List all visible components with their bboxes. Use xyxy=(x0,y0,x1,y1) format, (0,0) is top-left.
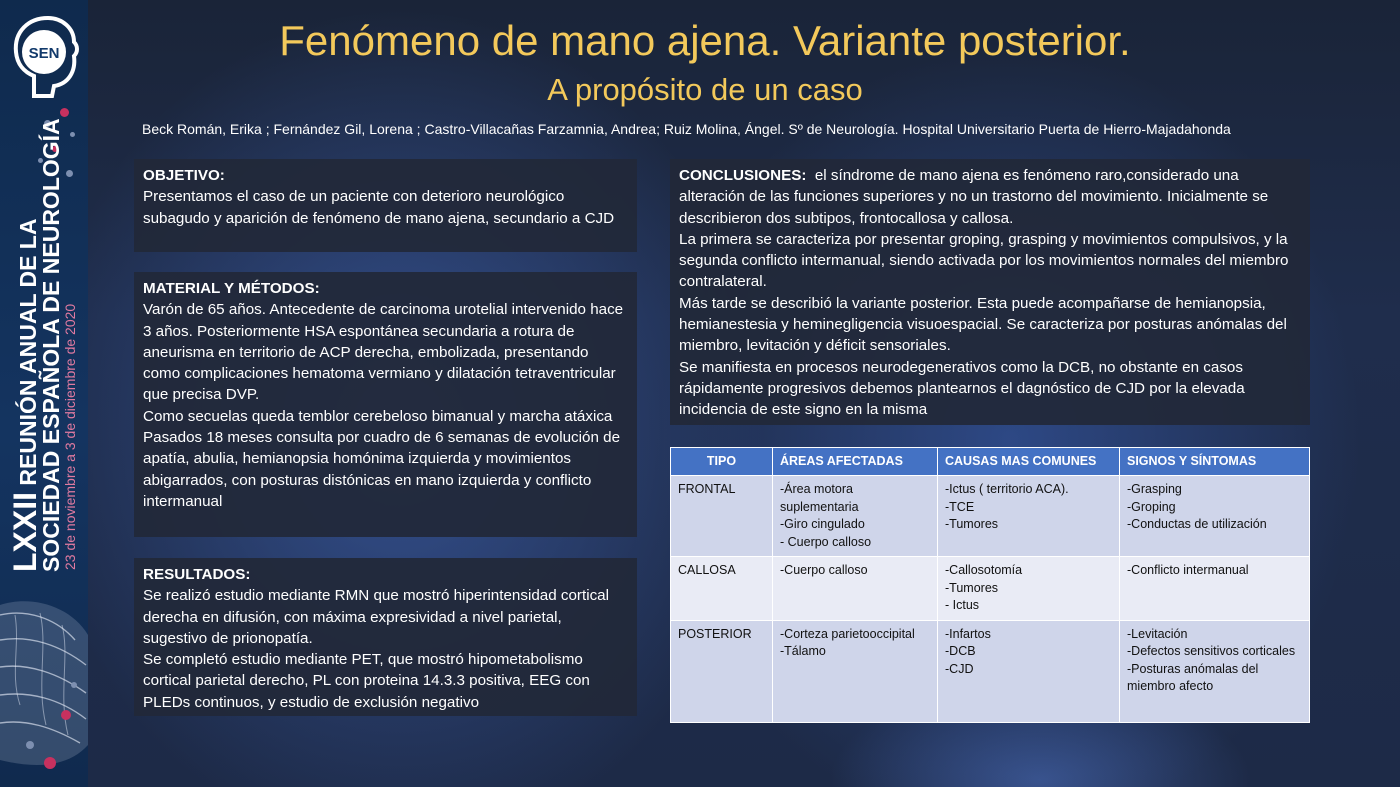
conclusiones-text-2: La primera se caracteriza por presentar groping, grasping y movimientos compulsivos, y la segunda conflicto intermanual, siendo activada por los movimientos normales del miembro contralateral. xyxy=(679,230,1289,291)
decor-dot xyxy=(66,170,73,177)
material-text-2: Como secuelas queda temblor cerebeloso bimanual y marcha atáxica xyxy=(143,407,613,425)
table-header-cell: TIPO xyxy=(671,448,773,476)
resultados-text-2: Se completó estudio mediante PET, que mostró hipometabolismo cortical parietal derecho, PL con proteina 14.3.3 positiva, EEG con PLEDs continuos, y estudio de exclusión negativo xyxy=(143,651,590,711)
table-cell-tipo: CALLOSA xyxy=(671,557,773,621)
table-cell-tipo: POSTERIOR xyxy=(671,620,773,722)
conclusiones-text-4: Se manifiesta en procesos neurodegenerativos como la DCB, no obstante en casos rápidamente progresivos debemos plantearnos el dagnóstico de CJD por la elevada incidencia de este signo en la misma xyxy=(679,358,1245,419)
material-panel xyxy=(134,272,637,537)
table-cell-areas: -Área motora suplementaria -Giro cingulado - Cuerpo calloso xyxy=(773,476,938,557)
objetivo-text: Presentamos el caso de un paciente con deterioro neurológico subagudo y aparición de fenómeno de mano ajena, secundario a CJD xyxy=(143,188,615,227)
congress-line1: LXXII REUNIÓN ANUAL DE LA xyxy=(7,218,43,572)
table-cell-causas: -Infartos -DCB -CJD xyxy=(938,620,1120,722)
table-cell-causas: -Callosotomía -Tumores - Ictus xyxy=(938,557,1120,621)
congress-line2: SOCIEDAD ESPAÑOLA DE NEUROLOGÍA xyxy=(38,118,64,572)
table-header-cell: CAUSAS MAS COMUNES xyxy=(938,448,1120,476)
sen-logo-text: SEN xyxy=(28,45,60,62)
table-cell-signos: -Levitación -Defectos sensitivos corticales -Posturas anómalas del miembro afecto xyxy=(1120,620,1310,722)
table-cell-tipo: FRONTAL xyxy=(671,476,773,557)
resultados-text-1: Se realizó estudio mediante RMN que mostró hiperintensidad cortical derecha en difusión, con máxima expresividad a nivel parietal, sugestivo de prionopatía. xyxy=(143,587,609,647)
authors-line: Beck Román, Erika ; Fernández Gil, Lorena ; Castro-Villacañas Farzamnia, Andrea; Ruiz Molina, Ángel. Sº de Neurología. Hospital Universitario Puerta de Hierro-Majadahonda xyxy=(142,121,1231,137)
brain-illustration-icon xyxy=(0,595,88,787)
table-cell-signos: -Grasping -Groping -Conductas de utilización xyxy=(1120,476,1310,557)
decor-dot xyxy=(60,108,69,117)
table-cell-areas: -Cuerpo calloso xyxy=(773,557,938,621)
material-text-3: Pasados 18 meses consulta por cuadro de 6 semanas de evolución de apatía, abulia, hemianopsia homónima izquierda y movimientos abigarrados, con posturas distónicas en mano izquierda y conflicto intermanual xyxy=(143,429,621,510)
table-header-cell: SIGNOS Y SÍNTOMAS xyxy=(1120,448,1310,476)
sidebar-banner xyxy=(0,0,88,787)
subtypes-table xyxy=(670,447,1310,723)
conclusiones-text-1 xyxy=(679,165,1301,229)
objetivo-heading: OBJETIVO: xyxy=(143,167,225,184)
conclusiones-panel xyxy=(670,159,1310,425)
congress-dates: 23 de noviembre a 3 de diciembre de 2020 xyxy=(62,303,78,570)
sen-logo-icon xyxy=(8,12,80,104)
table-header-cell: ÁREAS AFECTADAS xyxy=(773,448,938,476)
table-cell-causas: -Ictus ( territorio ACA). -TCE -Tumores xyxy=(938,476,1120,557)
resultados-heading: RESULTADOS: xyxy=(143,566,251,583)
table-cell-signos: -Conflicto intermanual xyxy=(1120,557,1310,621)
decor-dot xyxy=(70,132,75,137)
table-row xyxy=(671,557,1310,621)
objetivo-panel xyxy=(134,159,637,252)
poster-subtitle: A propósito de un caso xyxy=(547,72,863,107)
material-text-1: Varón de 65 años. Antecedente de carcinoma urotelial intervenido hace 3 años. Posteriormente HSA espontánea secundaria a rotura de aneurisma en territorio de ACP derecha, embolizada, presentando como complicaciones hematoma vermiano y dilatación tetraventricular que precisa DVP. xyxy=(143,301,624,404)
poster-title: Fenómeno de mano ajena. Variante posterior. xyxy=(279,17,1131,64)
conclusiones-text-3: Más tarde se describió la variante posterior. Esta puede acompañarse de hemianopsia, hemianestesia y heminegligencia visuoespacial. Se caracteriza por posturas anómalas del miembro, levitación y déficit sensoriales. xyxy=(679,294,1287,355)
conclusiones-intro: el síndrome de mano ajena es fenómeno raro,considerado una alteración de las funciones superiores y no un trastorno del movimiento. Inicialmente se describieron dos subtipos, frontocallosa y callosa. xyxy=(679,167,1273,227)
table-row xyxy=(671,476,1310,557)
conclusiones-heading: CONCLUSIONES: xyxy=(679,167,807,184)
table-row xyxy=(671,620,1310,722)
material-heading: MATERIAL Y MÉTODOS: xyxy=(143,280,320,297)
resultados-panel xyxy=(134,558,637,716)
table-cell-areas: -Corteza parietooccipital -Tálamo xyxy=(773,620,938,722)
table-header-row xyxy=(671,448,1310,476)
